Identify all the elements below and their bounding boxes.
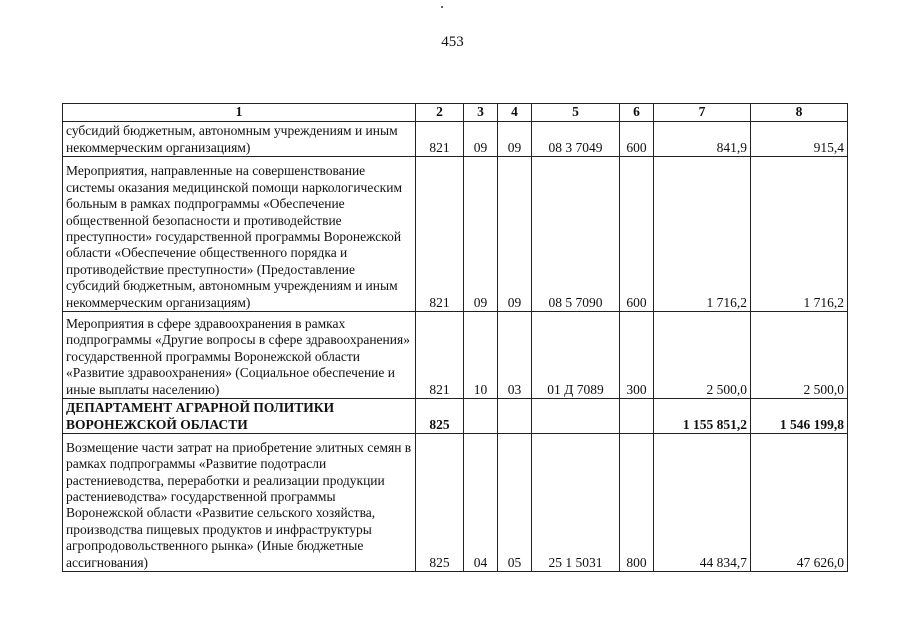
- row-razdel: [464, 399, 498, 434]
- col-header: 7: [654, 104, 751, 122]
- table-row: [63, 312, 848, 399]
- col-header: 4: [498, 104, 532, 122]
- row-razdel: 04: [464, 434, 498, 572]
- row-target-article: 08 3 7049: [532, 122, 620, 157]
- row-razdel: 09: [464, 122, 498, 157]
- row-grbs: 821: [416, 312, 464, 399]
- row-sum-year2: 47 626,0: [751, 434, 848, 572]
- row-target-article: 08 5 7090: [532, 157, 620, 312]
- row-podrazdel: 05: [498, 434, 532, 572]
- row-expense-type: [620, 399, 654, 434]
- row-sum-year2: 2 500,0: [751, 312, 848, 399]
- col-header: 8: [751, 104, 848, 122]
- row-sum-year2: 1 546 199,8: [751, 399, 848, 434]
- row-sum-year1: 1 155 851,2: [654, 399, 751, 434]
- table-row: [63, 157, 848, 312]
- row-razdel: 10: [464, 312, 498, 399]
- col-header: 2: [416, 104, 464, 122]
- row-podrazdel: [498, 399, 532, 434]
- department-name: ДЕПАРТАМЕНТ АГРАРНОЙ ПОЛИТИКИ ВОРОНЕЖСКОЙ ОБЛАСТИ: [63, 399, 416, 434]
- col-header: 5: [532, 104, 620, 122]
- row-grbs: 821: [416, 122, 464, 157]
- row-target-article: 25 1 5031: [532, 434, 620, 572]
- table-row: [63, 434, 848, 572]
- row-description: Возмещение части затрат на приобретение элитных семян в рамках подпрограммы «Развитие подотрасли растениеводства, переработки и реализации продукции растениеводства» государственной программы Воронежской области «Развитие сельского хозяйства, производства пищевых продуктов и инфраструктуры агропродовольственного рынка» (Иные бюджетные ассигнования): [63, 434, 416, 572]
- row-podrazdel: 09: [498, 122, 532, 157]
- scan-speck: [441, 6, 443, 8]
- page-number: 453: [441, 34, 464, 50]
- row-target-article: 01 Д 7089: [532, 312, 620, 399]
- col-header: 6: [620, 104, 654, 122]
- row-target-article: [532, 399, 620, 434]
- row-grbs: 825: [416, 434, 464, 572]
- row-expense-type: 600: [620, 157, 654, 312]
- row-description: Мероприятия в сфере здравоохранения в рамках подпрограммы «Другие вопросы в сфере здравоохранения» государственной программы Воронежской области «Развитие здравоохранения» (Социальное обеспечение и иные выплаты населению): [63, 312, 416, 399]
- row-sum-year1: 44 834,7: [654, 434, 751, 572]
- row-sum-year1: 841,9: [654, 122, 751, 157]
- department-row: [63, 399, 848, 434]
- row-sum-year2: 915,4: [751, 122, 848, 157]
- row-description: субсидий бюджетным, автономным учреждениям и иным некоммерческим организациям): [63, 122, 416, 157]
- budget-table: [62, 103, 848, 572]
- row-description: Мероприятия, направленные на совершенствование системы оказания медицинской помощи наркологическим больным в рамках подпрограммы «Обеспечение общественной безопасности и противодействие преступности» государственной программы Воронежской области «Обеспечение общественного порядка и противодействие преступности» (Предоставление субсидий бюджетным, автономным учреждениям и иным некоммерческим организациям): [63, 157, 416, 312]
- table-row: [63, 122, 848, 157]
- row-expense-type: 800: [620, 434, 654, 572]
- row-podrazdel: 03: [498, 312, 532, 399]
- row-podrazdel: 09: [498, 157, 532, 312]
- table-header-row: [63, 104, 848, 122]
- row-sum-year1: 1 716,2: [654, 157, 751, 312]
- row-grbs: 825: [416, 399, 464, 434]
- row-grbs: 821: [416, 157, 464, 312]
- row-razdel: 09: [464, 157, 498, 312]
- col-header: 1: [63, 104, 416, 122]
- row-expense-type: 600: [620, 122, 654, 157]
- row-sum-year2: 1 716,2: [751, 157, 848, 312]
- row-sum-year1: 2 500,0: [654, 312, 751, 399]
- col-header: 3: [464, 104, 498, 122]
- row-expense-type: 300: [620, 312, 654, 399]
